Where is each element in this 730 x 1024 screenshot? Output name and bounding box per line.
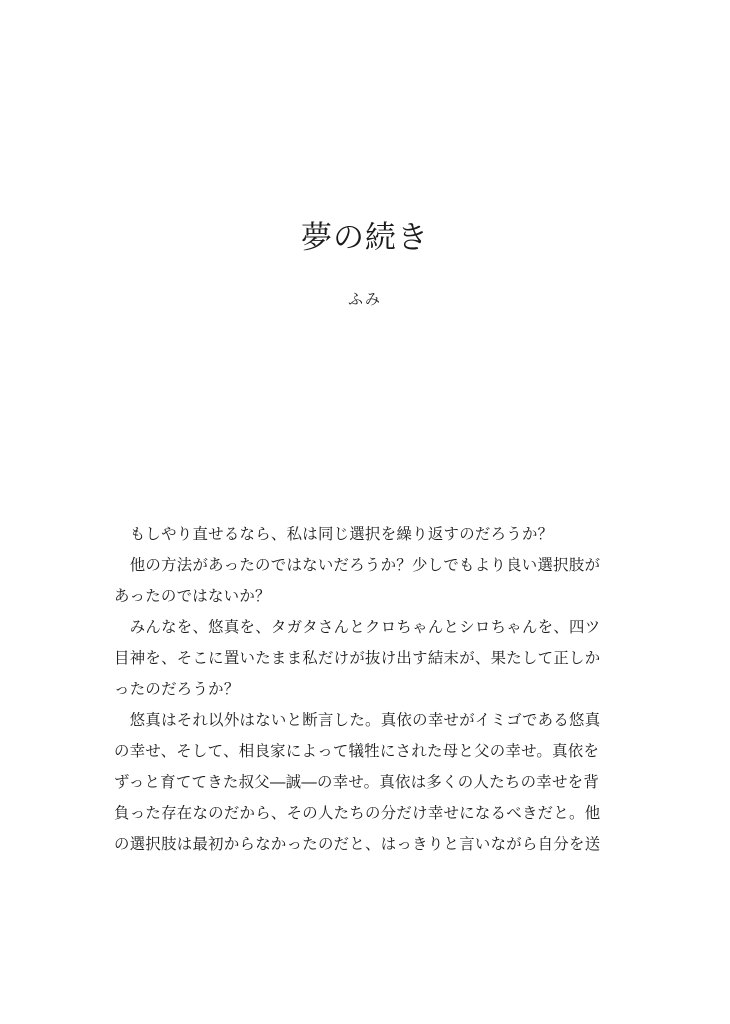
body-line: 目神を、そこに置いたまま私だけが抜け出す結末が、果たして正しか <box>114 649 601 667</box>
body-line: の選択肢は最初からなかったのだと、はっきりと言いながら自分を送 <box>114 835 601 853</box>
body-line: 悠真はそれ以外はないと断言した。真依の幸せがイミゴである悠真 <box>114 711 601 729</box>
body-line: の幸せ、そして、相良家によって犠牲にされた母と父の幸せ。真依を <box>114 742 600 760</box>
story-body <box>114 519 614 860</box>
body-line: もしやり直せるなら、私は同じ選択を繰り返すのだろうか？ <box>114 525 554 543</box>
body-line: ったのだろうか？ <box>114 680 240 698</box>
body-line: みんなを、悠真を、タガタさんとクロちゃんとシロちゃんを、四ツ <box>114 618 601 636</box>
body-line: あったのではないか？ <box>114 587 271 605</box>
story-title: 夢の続き <box>301 220 429 256</box>
body-line: 負った存在なのだから、その人たちの分だけ幸せになるべきだと。他 <box>114 804 601 822</box>
body-line: 他の方法があったのではないだろうか？少しでもより良い選択肢が <box>114 556 601 574</box>
author-name: ふみ <box>347 290 382 308</box>
body-line: ずっと育ててきた叔父―誠―の幸せ。真依は多くの人たちの幸せを背 <box>114 773 600 791</box>
